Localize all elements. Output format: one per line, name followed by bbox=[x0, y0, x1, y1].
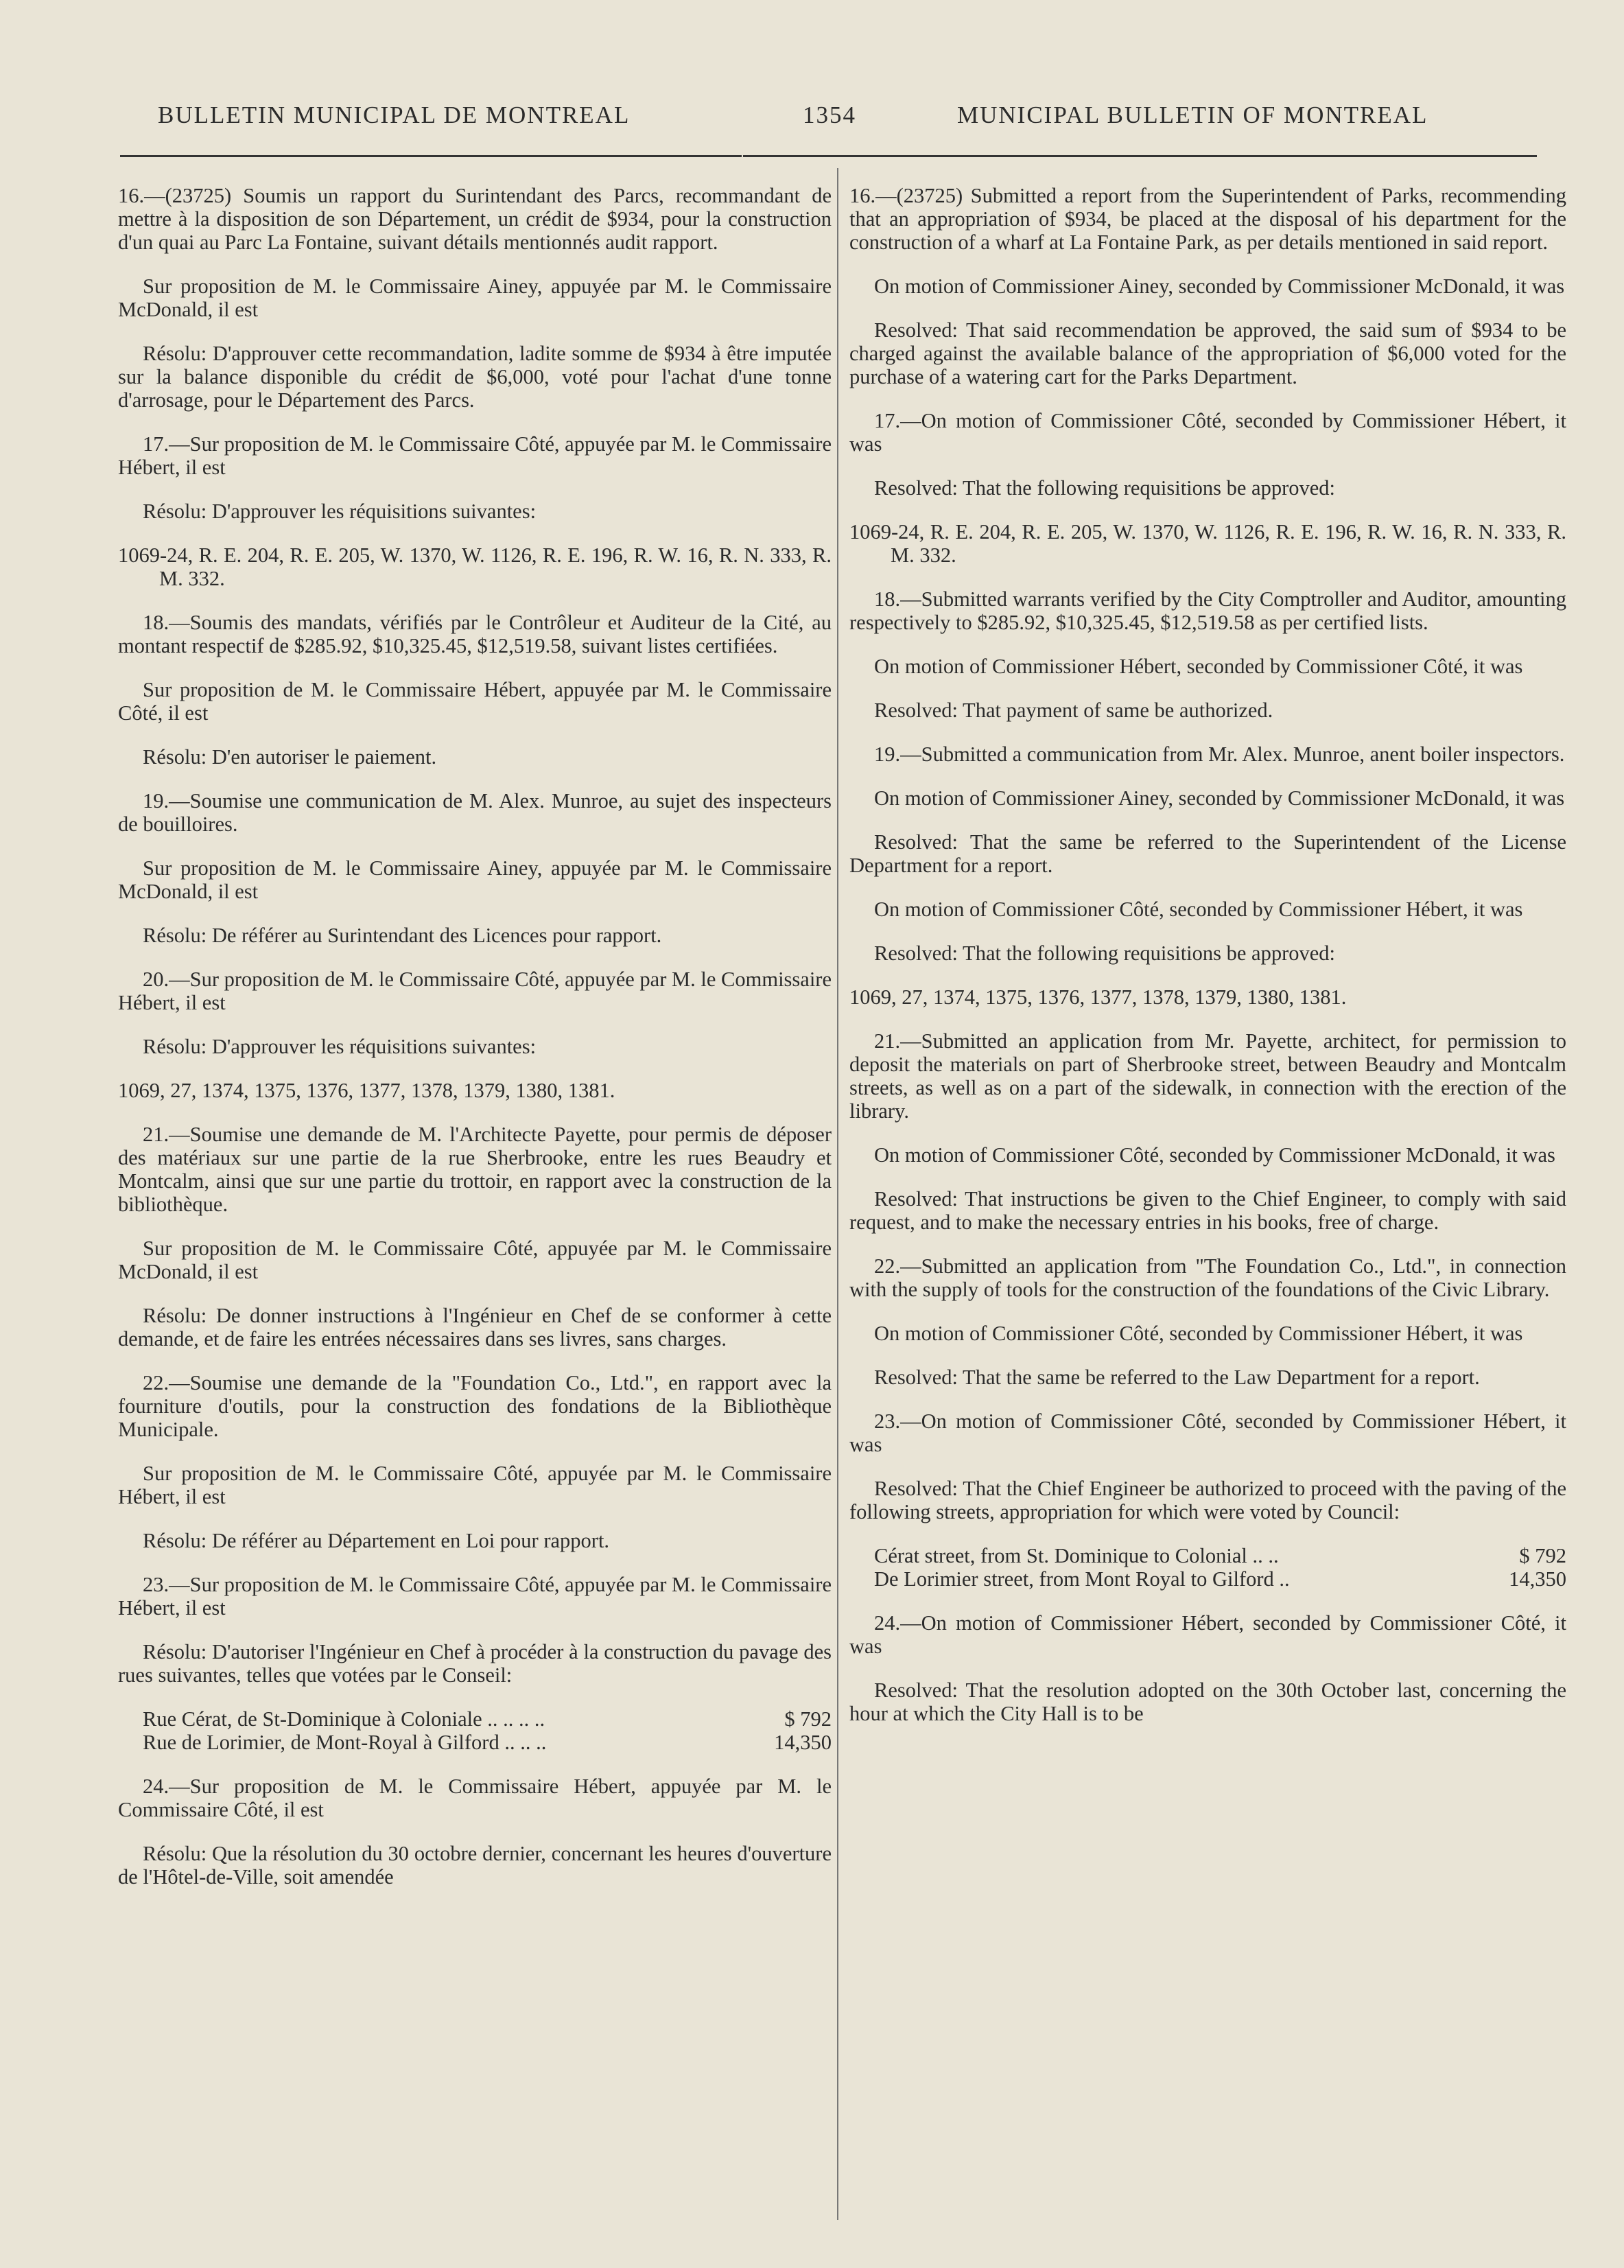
item-21-motion: On motion of Commissioner Côté, seconded by Commissioner McDonald, it was bbox=[874, 1143, 1555, 1167]
item-22-resolution: Résolu: De référer au Département en Loi pour rapport. bbox=[143, 1529, 610, 1552]
item-19-resolution: Résolu: De référer au Surintendant des Licences pour rapport. bbox=[143, 924, 662, 947]
item-23: 23.—On motion of Commissioner Côté, seconded by Commissioner Hébert, it was bbox=[849, 1410, 1566, 1456]
item-23-resolution: Resolved: That the Chief Engineer be authorized to proceed with the paving of the following streets, appropriation for which were voted by Council: bbox=[849, 1477, 1566, 1523]
item-24: 24.—On motion of Commissioner Hébert, seconded by Commissioner Côté, it was bbox=[849, 1611, 1566, 1658]
item-16: 16.—(23725) Submitted a report from the Superintendent of Parks, recommending that an appropriation of $934, be placed at the disposal of his department for the construction of a wharf at La Fontaine Park, as per details mentioned in said report. bbox=[849, 184, 1566, 254]
item-21-resolution: Résolu: De donner instructions à l'Ingénieur en Chef de se conformer à cette demande, et de faire les entrées nécessaires dans ses livres, sans charges. bbox=[118, 1304, 832, 1351]
item-24-resolution: Resolved: That the resolution adopted on the 30th October last, concerning the hour at which the City Hall is to be bbox=[849, 1679, 1566, 1725]
page-number: 1354 bbox=[803, 102, 856, 128]
item-20-resolution: Résolu: D'approuver les réquisitions suivantes: bbox=[143, 1035, 537, 1058]
item-23: 23.—Sur proposition de M. le Commissaire Côté, appuyée par M. le Commissaire Hébert, il est bbox=[118, 1573, 832, 1620]
item-16-motion: On motion of Commissioner Ainey, seconded by Commissioner McDonald, it was bbox=[874, 274, 1565, 298]
item-22: 22.—Submitted an application from "The Foundation Co., Ltd.", in connection with the supply of tools for the construction of the foundations of the Civic Library. bbox=[849, 1254, 1566, 1301]
street-description: Rue Cérat, de St-Dominique à Coloniale .. .. .. .. bbox=[143, 1707, 545, 1731]
item-23-resolution: Résolu: D'autoriser l'Ingénieur en Chef à procéder à la construction du pavage des rues suivantes, telles que votées par le Conseil: bbox=[118, 1640, 832, 1687]
item-20-requisitions: 1069, 27, 1374, 1375, 1376, 1377, 1378, 1379, 1380, 1381. bbox=[118, 1079, 615, 1102]
item-17-resolution: Resolved: That the following requisitions be approved: bbox=[874, 476, 1336, 500]
street-description: Cérat street, from St. Dominique to Colonial .. .. bbox=[874, 1544, 1279, 1567]
table-row bbox=[143, 1731, 832, 1754]
item-18-resolution: Résolu: D'en autoriser le paiement. bbox=[143, 745, 437, 769]
street-amount: 14,350 bbox=[1509, 1567, 1566, 1591]
item-21: 21.—Submitted an application from Mr. Payette, architect, for permission to deposit the materials on part of Sherbrooke street, between Beaudry and Montcalm streets, as well as on a part of the sidewalk, in connection with the erection of the library. bbox=[849, 1029, 1566, 1123]
header-rule-right bbox=[743, 155, 1537, 157]
item-24: 24.—Sur proposition de M. le Commissaire Hébert, appuyée par M. le Commissaire Côté, il est bbox=[118, 1775, 832, 1821]
column-divider bbox=[837, 168, 838, 2220]
item-24-resolution: Résolu: Que la résolution du 30 octobre dernier, concernant les heures d'ouverture de l'Hôtel-de-Ville, soit amendée bbox=[118, 1842, 832, 1889]
header-english-title: MUNICIPAL BULLETIN OF MONTREAL bbox=[957, 102, 1428, 128]
item-18-motion: On motion of Commissioner Hébert, seconded by Commissioner Côté, it was bbox=[874, 655, 1523, 678]
item-16-resolution: Résolu: D'approuver cette recommandation, ladite somme de $934 à être imputée sur la balance disponible du crédit de $6,000, voté pour l'achat d'une tonne d'arrosage, pour le Département des Parcs. bbox=[118, 342, 832, 412]
item-21: 21.—Soumise une demande de M. l'Architecte Payette, pour permis de déposer des matériaux sur une partie de la rue Sherbrooke, entre les rues Beaudry et Montcalm, ainsi que sur une partie du trottoir, en rapport avec la construction de la bibliothèque. bbox=[118, 1123, 832, 1216]
item-18-resolution: Resolved: That payment of same be authorized. bbox=[874, 699, 1273, 722]
item-23-street-table bbox=[874, 1544, 1566, 1591]
item-17-resolution: Résolu: D'approuver les réquisitions suivantes: bbox=[143, 500, 537, 523]
item-23-street-table bbox=[143, 1707, 832, 1754]
street-description: Rue de Lorimier, de Mont-Royal à Gilford .. .. .. bbox=[143, 1731, 547, 1754]
item-17-requisitions: 1069-24, R. E. 204, R. E. 205, W. 1370, W. 1126, R. E. 196, R. W. 16, R. N. 333, R. M. 332. bbox=[849, 520, 1566, 567]
street-amount: 14,350 bbox=[774, 1731, 832, 1754]
item-17: 17.—Sur proposition de M. le Commissaire Côté, appuyée par M. le Commissaire Hébert, il est bbox=[118, 432, 832, 479]
item-16: 16.—(23725) Soumis un rapport du Surintendant des Parcs, recommandant de mettre à la disposition de son Département, un crédit de $934, pour la construction d'un quai au Parc La Fontaine, suivant détails mentionnés audit rapport. bbox=[118, 184, 832, 254]
item-17: 17.—On motion of Commissioner Côté, seconded by Commissioner Hébert, it was bbox=[849, 409, 1566, 456]
item-20-resolution: Resolved: That the following requisitions be approved: bbox=[874, 942, 1336, 965]
header-french-title: BULLETIN MUNICIPAL DE MONTREAL bbox=[158, 102, 631, 128]
item-19-motion: On motion of Commissioner Ainey, seconded by Commissioner McDonald, it was bbox=[874, 786, 1565, 810]
table-row bbox=[143, 1707, 832, 1731]
item-20: 20.—Sur proposition de M. le Commissaire Côté, appuyée par M. le Commissaire Hébert, il est bbox=[118, 968, 832, 1014]
item-19: 19.—Submitted a communication from Mr. Alex. Munroe, anent boiler inspectors. bbox=[874, 743, 1565, 766]
page-header bbox=[158, 102, 1530, 136]
street-amount: $ 792 bbox=[1519, 1544, 1566, 1567]
item-16-motion: Sur proposition de M. le Commissaire Ainey, appuyée par M. le Commissaire McDonald, il est bbox=[118, 274, 832, 321]
item-19: 19.—Soumise une communication de M. Alex. Munroe, au sujet des inspecteurs de bouilloires. bbox=[118, 789, 832, 836]
french-column bbox=[118, 184, 832, 1909]
item-22-resolution: Resolved: That the same be referred to the Law Department for a report. bbox=[874, 1366, 1480, 1389]
item-18-motion: Sur proposition de M. le Commissaire Hébert, appuyée par M. le Commissaire Côté, il est bbox=[118, 678, 832, 725]
item-16-resolution: Resolved: That said recommendation be approved, the said sum of $934 to be charged against the available balance of the appropriation of $6,000 voted for the purchase of a watering cart for the Parks Department. bbox=[849, 318, 1566, 388]
item-21-resolution: Resolved: That instructions be given to the Chief Engineer, to comply with said request, and to make the necessary entries in his books, free of charge. bbox=[849, 1187, 1566, 1234]
item-21-motion: Sur proposition de M. le Commissaire Côté, appuyée par M. le Commissaire McDonald, il est bbox=[118, 1237, 832, 1283]
english-column bbox=[849, 184, 1566, 1746]
table-row bbox=[874, 1544, 1566, 1567]
item-20-requisitions: 1069, 27, 1374, 1375, 1376, 1377, 1378, 1379, 1380, 1381. bbox=[849, 985, 1347, 1009]
item-19-resolution: Resolved: That the same be referred to the Superintendent of the License Department for a report. bbox=[849, 830, 1566, 877]
item-19-motion: Sur proposition de M. le Commissaire Ainey, appuyée par M. le Commissaire McDonald, il est bbox=[118, 856, 832, 903]
item-18: 18.—Submitted warrants verified by the City Comptroller and Auditor, amounting respectively to $285.92, $10,325.45, $12,519.58 as per certified lists. bbox=[849, 587, 1566, 634]
item-17-requisitions: 1069-24, R. E. 204, R. E. 205, W. 1370, W. 1126, R. E. 196, R. W. 16, R. N. 333, R. M. 332. bbox=[118, 543, 832, 590]
item-18: 18.—Soumis des mandats, vérifiés par le Contrôleur et Auditeur de la Cité, au montant respectif de $285.92, $10,325.45, $12,519.58, suivant listes certifiées. bbox=[118, 611, 832, 657]
item-20: On motion of Commissioner Côté, seconded by Commissioner Hébert, it was bbox=[874, 898, 1523, 921]
item-22-motion: Sur proposition de M. le Commissaire Côté, appuyée par M. le Commissaire Hébert, il est bbox=[118, 1462, 832, 1508]
street-amount: $ 792 bbox=[784, 1707, 832, 1731]
table-row bbox=[874, 1567, 1566, 1591]
item-22-motion: On motion of Commissioner Côté, seconded by Commissioner Hébert, it was bbox=[874, 1322, 1523, 1345]
item-22: 22.—Soumise une demande de la "Foundation Co., Ltd.", en rapport avec la fourniture d'outils, pour la construction des fondations de la Bibliothèque Municipale. bbox=[118, 1371, 832, 1441]
street-description: De Lorimier street, from Mont Royal to Gilford .. bbox=[874, 1567, 1290, 1591]
header-rule-left bbox=[120, 155, 742, 157]
